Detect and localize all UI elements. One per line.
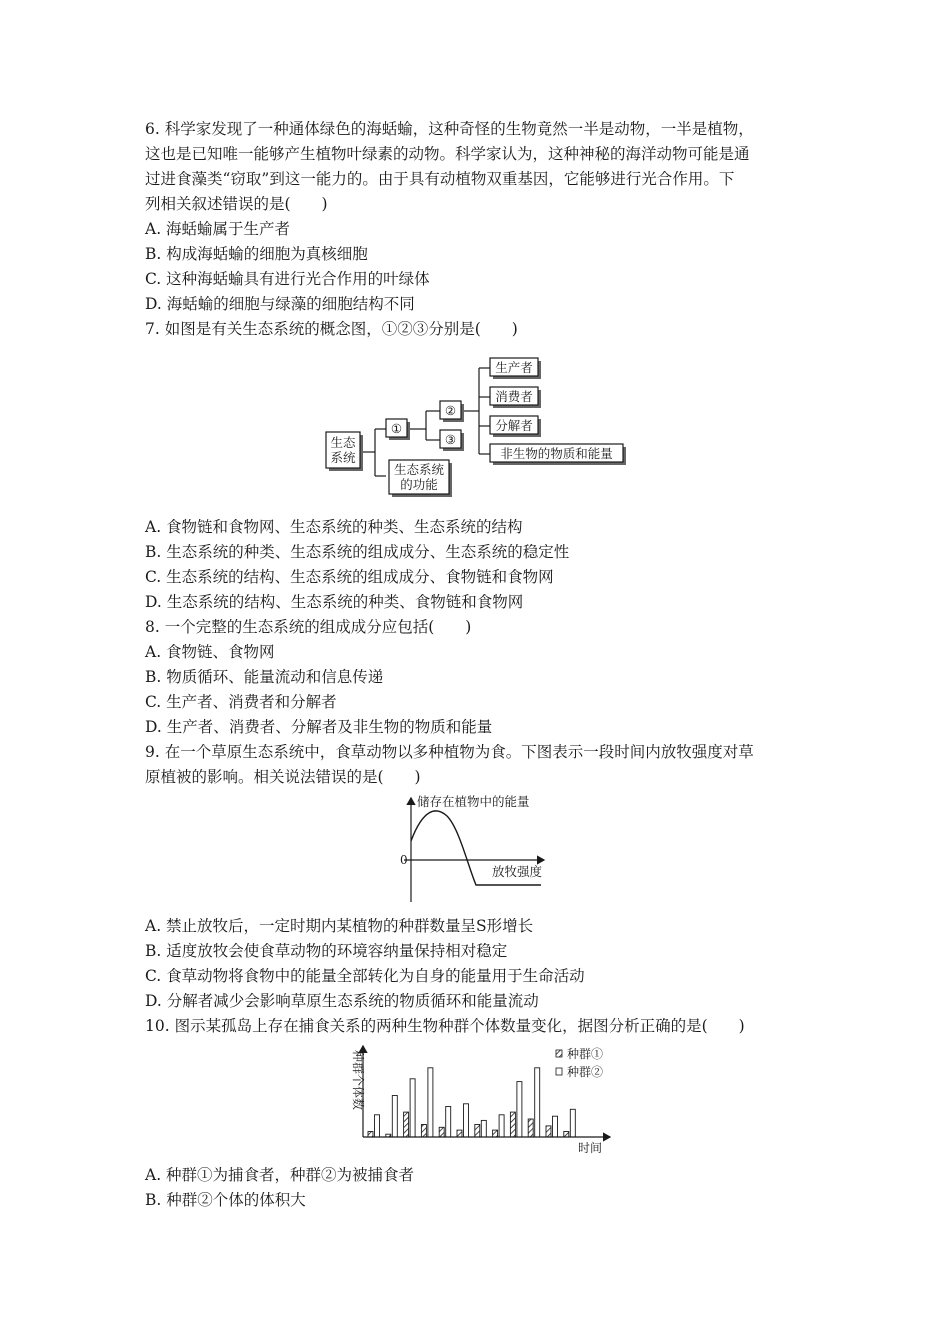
q7-stem: 7. 如图是有关生态系统的概念图，①②③分别是( ) bbox=[145, 320, 518, 338]
bar-population-2-t10 bbox=[535, 1068, 540, 1137]
bar-population-2-t12 bbox=[570, 1109, 575, 1137]
diagram-node-1: ① bbox=[390, 421, 403, 436]
q9-option-b: B. 适度放牧会使食草动物的环境容纳量保持相对稳定 bbox=[145, 942, 508, 960]
legend-label-population-2: 种群② bbox=[567, 1065, 604, 1079]
q10-option-a: A. 种群①为捕食者，种群②为被捕食者 bbox=[145, 1166, 415, 1184]
q6-option-d: D. 海蛞蝓的细胞与绿藻的细胞结构不同 bbox=[145, 295, 415, 313]
diagram-node-3: ③ bbox=[444, 432, 457, 447]
q8-option-b: B. 物质循环、能量流动和信息传递 bbox=[145, 668, 384, 686]
chart-y-label: 种群个体数 bbox=[351, 1050, 365, 1111]
bar-population-2-t9 bbox=[517, 1082, 522, 1137]
bar-population-2-t11 bbox=[553, 1116, 558, 1137]
q8-option-c: C. 生产者、消费者和分解者 bbox=[145, 693, 337, 711]
legend-label-population-1: 种群① bbox=[567, 1047, 604, 1061]
chart-x-label: 时间 bbox=[578, 1141, 603, 1155]
q9-option-d: D. 分解者减少会影响草原生态系统的物质循环和能量流动 bbox=[145, 992, 539, 1010]
q6-option-b: B. 构成海蛞蝓的细胞为真核细胞 bbox=[145, 245, 368, 263]
q8-option-a: A. 食物链、食物网 bbox=[145, 643, 275, 661]
diagram-producer: 生产者 bbox=[495, 360, 533, 375]
bar-population-2-t4 bbox=[428, 1068, 433, 1137]
ecosystem-concept-diagram bbox=[320, 352, 630, 502]
diagram-root-label-1: 生态 bbox=[330, 435, 356, 450]
population-bar-chart bbox=[338, 1040, 618, 1156]
diagram-decomposer: 分解者 bbox=[495, 418, 533, 433]
grazing-energy-graph bbox=[370, 794, 550, 906]
q6-stem-line-3: 过进食藻类“窃取”到这一能力的。由于具有动植物双重基因，它能够进行光合作用。下 bbox=[145, 170, 735, 188]
bar-population-1-t7 bbox=[475, 1125, 480, 1138]
q9-stem-line-2: 原植被的影响。相关说法错误的是( ) bbox=[145, 768, 421, 786]
q8-stem: 8. 一个完整的生态系统的组成成分应包括( ) bbox=[145, 618, 472, 636]
q7-option-b: B. 生态系统的种类、生态系统的组成成分、生态系统的稳定性 bbox=[145, 543, 570, 561]
bar-population-1-t8 bbox=[493, 1130, 498, 1137]
q6-stem-line-2: 这也是已知唯一能够产生植物叶绿素的动物。科学家认为，这种神秘的海洋动物可能是通 bbox=[145, 145, 750, 163]
bar-population-1-t6 bbox=[457, 1130, 462, 1137]
q6-stem-line-1: 6. 科学家发现了一种通体绿色的海蛞蝓，这种奇怪的生物竟然一半是动物，一半是植物， bbox=[145, 120, 754, 138]
diagram-function-label-1: 生态系统 bbox=[393, 462, 445, 477]
diagram-function-label-2: 的功能 bbox=[400, 477, 438, 492]
diagram-abiotic: 非生物的物质和能量 bbox=[500, 446, 613, 461]
bar-population-1-t1 bbox=[368, 1132, 373, 1138]
graph-x-label: 放牧强度 bbox=[492, 864, 543, 879]
bar-population-1-t3 bbox=[404, 1112, 409, 1137]
bar-population-1-t10 bbox=[528, 1119, 533, 1137]
bar-population-2-t6 bbox=[464, 1104, 469, 1137]
q9-stem-line-1: 9. 在一个草原生态系统中，食草动物以多种植物为食。下图表示一段时间内放牧强度对草 bbox=[145, 743, 754, 761]
diagram-consumer: 消费者 bbox=[495, 389, 533, 404]
q9-option-a: A. 禁止放牧后，一定时期内某植物的种群数量呈S形增长 bbox=[145, 917, 534, 935]
bar-population-2-t2 bbox=[392, 1096, 397, 1138]
bar-population-1-t12 bbox=[564, 1132, 569, 1138]
bar-population-1-t9 bbox=[510, 1112, 515, 1137]
bar-population-2-t3 bbox=[410, 1079, 415, 1137]
bar-population-1-t4 bbox=[421, 1125, 426, 1138]
legend-swatch-population-1 bbox=[556, 1050, 562, 1057]
q7-option-d: D. 生态系统的结构、生态系统的种类、食物链和食物网 bbox=[145, 593, 524, 611]
q6-option-a: A. 海蛞蝓属于生产者 bbox=[145, 220, 291, 238]
q6-option-c: C. 这种海蛞蝓具有进行光合作用的叶绿体 bbox=[145, 270, 430, 288]
graph-origin-label: 0 bbox=[400, 853, 408, 867]
q10-stem: 10. 图示某孤岛上存在捕食关系的两种生物种群个体数量变化，据图分析正确的是( ) bbox=[145, 1017, 745, 1035]
q6-stem-line-4: 列相关叙述错误的是( ) bbox=[145, 195, 328, 213]
q7-option-a: A. 食物链和食物网、生态系统的种类、生态系统的结构 bbox=[145, 518, 523, 536]
bar-population-2-t1 bbox=[375, 1115, 380, 1137]
q8-option-d: D. 生产者、消费者、分解者及非生物的物质和能量 bbox=[145, 718, 493, 736]
bar-population-1-t11 bbox=[546, 1126, 551, 1137]
diagram-root-label-2: 系统 bbox=[330, 450, 356, 465]
graph-y-label: 储存在植物中的能量 bbox=[417, 794, 530, 809]
q7-option-c: C. 生态系统的结构、生态系统的组成成分、食物链和食物网 bbox=[145, 568, 554, 586]
diagram-node-2: ② bbox=[444, 403, 457, 418]
bar-population-2-t8 bbox=[499, 1115, 504, 1137]
q10-option-b: B. 种群②个体的体积大 bbox=[145, 1191, 306, 1209]
bar-population-2-t7 bbox=[481, 1120, 486, 1137]
bar-population-2-t5 bbox=[446, 1107, 451, 1138]
legend-swatch-population-2 bbox=[556, 1068, 562, 1075]
bar-population-1-t5 bbox=[439, 1127, 444, 1137]
q9-option-c: C. 食草动物将食物中的能量全部转化为自身的能量用于生命活动 bbox=[145, 967, 585, 985]
